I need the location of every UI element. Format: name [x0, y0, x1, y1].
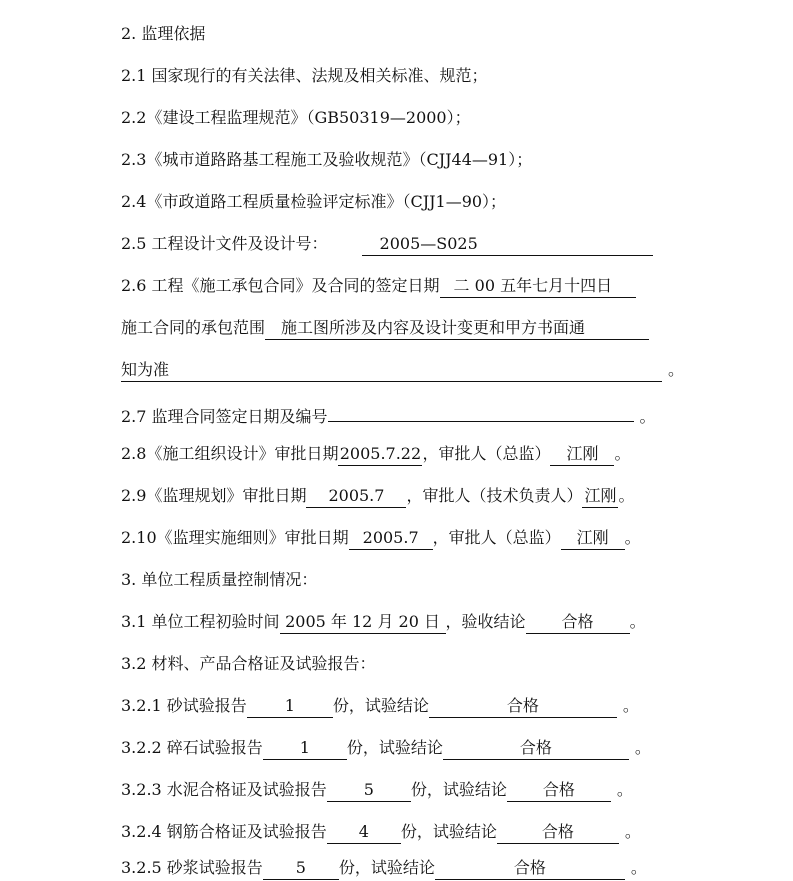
field-label: ，审批人（总监）: [422, 444, 551, 463]
conclusion-field: 合格: [526, 611, 630, 634]
approver-field: 江刚: [561, 527, 625, 550]
field-label: 2.6 工程《施工承包合同》及合同的签定日期: [121, 276, 440, 295]
line-text: 2.3《城市道路路基工程施工及验收规范》（CJJ44—91）；: [121, 150, 533, 169]
field-label: 份，试验结论: [400, 822, 497, 841]
report-count-field: 4: [327, 821, 401, 844]
item-2-7: [121, 399, 656, 425]
contract-scope-continued: [121, 357, 684, 383]
item-2-3: [121, 147, 532, 173]
item-2-10: [121, 525, 641, 551]
field-label: 3.2.5 砂浆试验报告: [121, 858, 263, 877]
approval-date-field: 2005.7: [306, 485, 406, 508]
field-label: 3.2.2 碎石试验报告: [121, 738, 263, 757]
line-suffix: 。: [639, 407, 656, 426]
test-conclusion-field: 合格: [435, 857, 625, 880]
field-label: 3.2.4 钢筋合格证及试验报告: [121, 822, 327, 841]
field-label: 2.5 工程设计文件及设计号：: [121, 234, 328, 253]
contract-date-field: 二 00 五年七月十四日: [440, 275, 636, 298]
field-label: 2.9《监理规划》审批日期: [121, 486, 307, 505]
supervision-contract-field: [328, 399, 634, 422]
item-2-6: [121, 273, 636, 299]
line-suffix: 。: [630, 858, 647, 877]
report-count-field: 1: [247, 695, 333, 718]
item-2-2: [121, 105, 471, 131]
line-suffix: 。: [624, 528, 641, 547]
item-3-2: [121, 651, 376, 677]
field-label: 2.8《施工组织设计》审批日期: [121, 444, 339, 463]
line-text: 2.1 国家现行的有关法律、法规及相关标准、规范；: [121, 66, 488, 85]
line-suffix: 。: [616, 780, 633, 799]
test-conclusion-field: 合格: [497, 821, 619, 844]
item-3-2-4: [121, 819, 641, 845]
approval-date-field: 2005.7.22: [338, 443, 422, 466]
field-label: 3.2.1 砂试验报告: [121, 696, 247, 715]
field-label: ，验收结论: [445, 612, 526, 631]
inspection-date-field: 2005 年 12 月 20 日: [280, 611, 446, 634]
line-text: 2. 监理依据: [121, 24, 206, 43]
field-label: 3.1 单位工程初验时间: [121, 612, 280, 631]
approver-field: 江刚: [582, 485, 618, 508]
field-label: 3.2.3 水泥合格证及试验报告: [121, 780, 327, 799]
field-label: 2.7 监理合同签定日期及编号: [121, 407, 328, 426]
item-3-2-2: [121, 735, 651, 761]
test-conclusion-field: 合格: [429, 695, 617, 718]
section-heading-quality: [121, 567, 317, 593]
test-conclusion-field: 合格: [443, 737, 629, 760]
item-3-2-3: [121, 777, 633, 803]
field-label: 施工合同的承包范围: [121, 318, 266, 337]
report-count-field: 5: [327, 779, 411, 802]
item-2-4: [121, 189, 506, 215]
report-count-field: 5: [263, 857, 339, 880]
approver-field: 江刚: [550, 443, 614, 466]
field-label: ，审批人（技术负责人）: [406, 486, 583, 505]
line-suffix: 。: [622, 696, 639, 715]
field-label: 份，试验结论: [410, 780, 507, 799]
field-label: 2.10《监理实施细则》审批日期: [121, 528, 349, 547]
field-label: 份，试验结论: [338, 858, 435, 877]
line-suffix: 。: [634, 738, 651, 757]
item-3-2-1: [121, 693, 639, 719]
item-3-1: [121, 609, 646, 635]
field-label: 份，试验结论: [332, 696, 429, 715]
contract-scope-field-continued: 知为准: [121, 359, 662, 382]
approval-date-field: 2005.7: [349, 527, 433, 550]
line-suffix: 。: [614, 444, 631, 463]
test-conclusion-field: 合格: [507, 779, 611, 802]
line-suffix: 。: [624, 822, 641, 841]
line-suffix: 。: [629, 612, 646, 631]
line-text: 2.4《市政道路工程质量检验评定标准》（CJJ1—90）；: [121, 192, 507, 211]
line-text: 2.2《建设工程监理规范》（GB50319—2000）；: [121, 108, 471, 127]
line-text: 3.2 材料、产品合格证及试验报告：: [121, 654, 376, 673]
report-count-field: 1: [263, 737, 347, 760]
design-number-field: 2005—S025: [362, 233, 653, 256]
line-suffix: 。: [618, 486, 635, 505]
item-2-9: [121, 483, 634, 509]
section-heading-basis: [121, 21, 205, 47]
item-2-5: [121, 231, 653, 257]
line-text: 3. 单位工程质量控制情况：: [121, 570, 318, 589]
item-2-8: [121, 441, 630, 467]
contract-scope-line: [121, 315, 649, 341]
item-2-1: [121, 63, 488, 89]
field-label: ，审批人（总监）: [432, 528, 561, 547]
line-suffix: 。: [668, 360, 685, 379]
item-3-2-5: [121, 855, 647, 881]
contract-scope-field: 施工图所涉及内容及设计变更和甲方书面通: [265, 317, 649, 340]
field-label: 份，试验结论: [346, 738, 443, 757]
